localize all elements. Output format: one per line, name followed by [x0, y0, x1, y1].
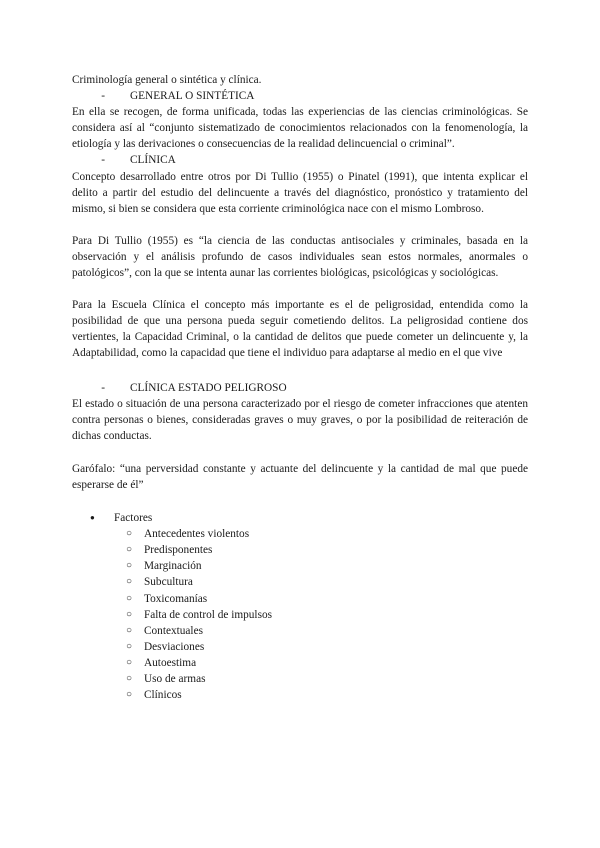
- heading-text: GENERAL O SINTÉTICA: [130, 90, 255, 103]
- circle-bullet-icon: ○: [126, 640, 133, 652]
- factor-label: Antecedentes violentos: [144, 528, 250, 541]
- factor-label: Contextuales: [144, 624, 203, 637]
- section-body-estado-peligroso: El estado o situación de una persona caracterizado por el riesgo de cometer infracciones que atenten contra personas o bienes, consideradas graves o muy graves, o por la posibilidad de reiteración de dichas conductas.: [72, 397, 528, 442]
- factor-label: Uso de armas: [144, 673, 206, 685]
- list-item: [126, 574, 528, 590]
- circle-bullet-icon: ○: [126, 673, 133, 684]
- factor-label: Clínicos: [144, 689, 182, 702]
- circle-bullet-icon: ○: [126, 656, 133, 668]
- section-heading-clinica: [72, 152, 528, 168]
- section-body-general: En ella se recogen, de forma unificada, todas las experiencias de las ciencias criminológicas. Se considera así al “conjunto sistematizado de conocimientos relacionados con la fenomenología, la etiología y las derivaciones o consecuencias de la realidad delincuencial o criminal”.: [72, 106, 528, 151]
- bullet-icon: ●: [90, 513, 95, 523]
- section-heading-estado-peligroso: [72, 380, 528, 396]
- list-item: [126, 542, 528, 558]
- heading-text: CLÍNICA ESTADO PELIGROSO: [130, 381, 287, 394]
- paragraph-spacer: [72, 281, 528, 297]
- circle-bullet-icon: ○: [126, 528, 133, 540]
- factor-label: Falta de control de impulsos: [144, 608, 273, 621]
- list-item-factores: [90, 510, 528, 526]
- list-item: [126, 623, 528, 639]
- document-title: Criminología general o sintética y clínica.: [72, 74, 262, 86]
- dash-marker: -: [101, 381, 105, 394]
- list-item: [126, 655, 528, 671]
- paragraph-spacer: [72, 362, 528, 380]
- dash-marker: -: [101, 154, 105, 167]
- list-item-label: Factores: [114, 512, 153, 525]
- circle-bullet-icon: ○: [126, 592, 133, 604]
- paragraph-ditullio: Para Di Tullio (1955) es “la ciencia de las conductas antisociales y criminales, basada en la observación y el análisis profundo de casos individuales sean estos normales, anormales o patológicos”, con la que se intenta aunar las corrientes biológicas, psicológicas y sociológicas.: [72, 234, 528, 280]
- list-item: [126, 639, 528, 655]
- circle-bullet-icon: ○: [126, 576, 133, 588]
- dash-marker: -: [101, 90, 105, 103]
- paragraph-spacer: [72, 493, 528, 510]
- factor-label: Autoestima: [144, 656, 197, 669]
- circle-bullet-icon: ○: [126, 608, 133, 620]
- factors-sublist: [72, 526, 528, 703]
- factor-label: Toxicomanías: [144, 592, 208, 605]
- list-item: [126, 526, 528, 542]
- list-item: [126, 607, 528, 623]
- circle-bullet-icon: ○: [126, 560, 133, 572]
- list-item: [126, 671, 528, 687]
- section-body-clinica: Concepto desarrollado entre otros por Di Tullio (1955) o Pinatel (1991), que intenta explicar el delito a partir del estudio del delincuente a través del diagnóstico, pronóstico y tratamiento del mismo, si bien se considera que esta corriente criminológica nace con el mismo Lombroso.: [72, 170, 528, 215]
- document-body: [72, 72, 528, 703]
- factor-label: Desviaciones: [144, 640, 205, 653]
- list-item: [126, 687, 528, 703]
- paragraph-escuela-clinica: Para la Escuela Clínica el concepto más importante es el de peligrosidad, entendida como la posibilidad de que una persona pueda seguir cometiendo delitos. La peligrosidad contiene dos vertientes, la Capacidad Criminal, o la cantidad de delitos que puede cometer un delincuente y, la Adaptabilidad, como la capacidad que tiene el individuo para adaptarse al medio en el que vive: [72, 299, 528, 360]
- circle-bullet-icon: ○: [126, 689, 133, 701]
- heading-text: CLÍNICA: [130, 154, 176, 167]
- paragraph-spacer: [72, 217, 528, 233]
- paragraph-garofalo: Garófalo: “una perversidad constante y actuante del delincuente y la cantidad de mal que puede esperarse de él”: [72, 462, 528, 491]
- factor-label: Subcultura: [144, 576, 193, 589]
- factor-label: Predisponentes: [144, 544, 213, 557]
- factors-list: [72, 510, 528, 526]
- section-heading-general: [72, 88, 528, 104]
- circle-bullet-icon: ○: [126, 544, 133, 556]
- list-item: [126, 591, 528, 607]
- paragraph-spacer: [72, 444, 528, 461]
- factor-label: Marginación: [144, 560, 202, 573]
- circle-bullet-icon: ○: [126, 624, 133, 636]
- list-item: [126, 558, 528, 574]
